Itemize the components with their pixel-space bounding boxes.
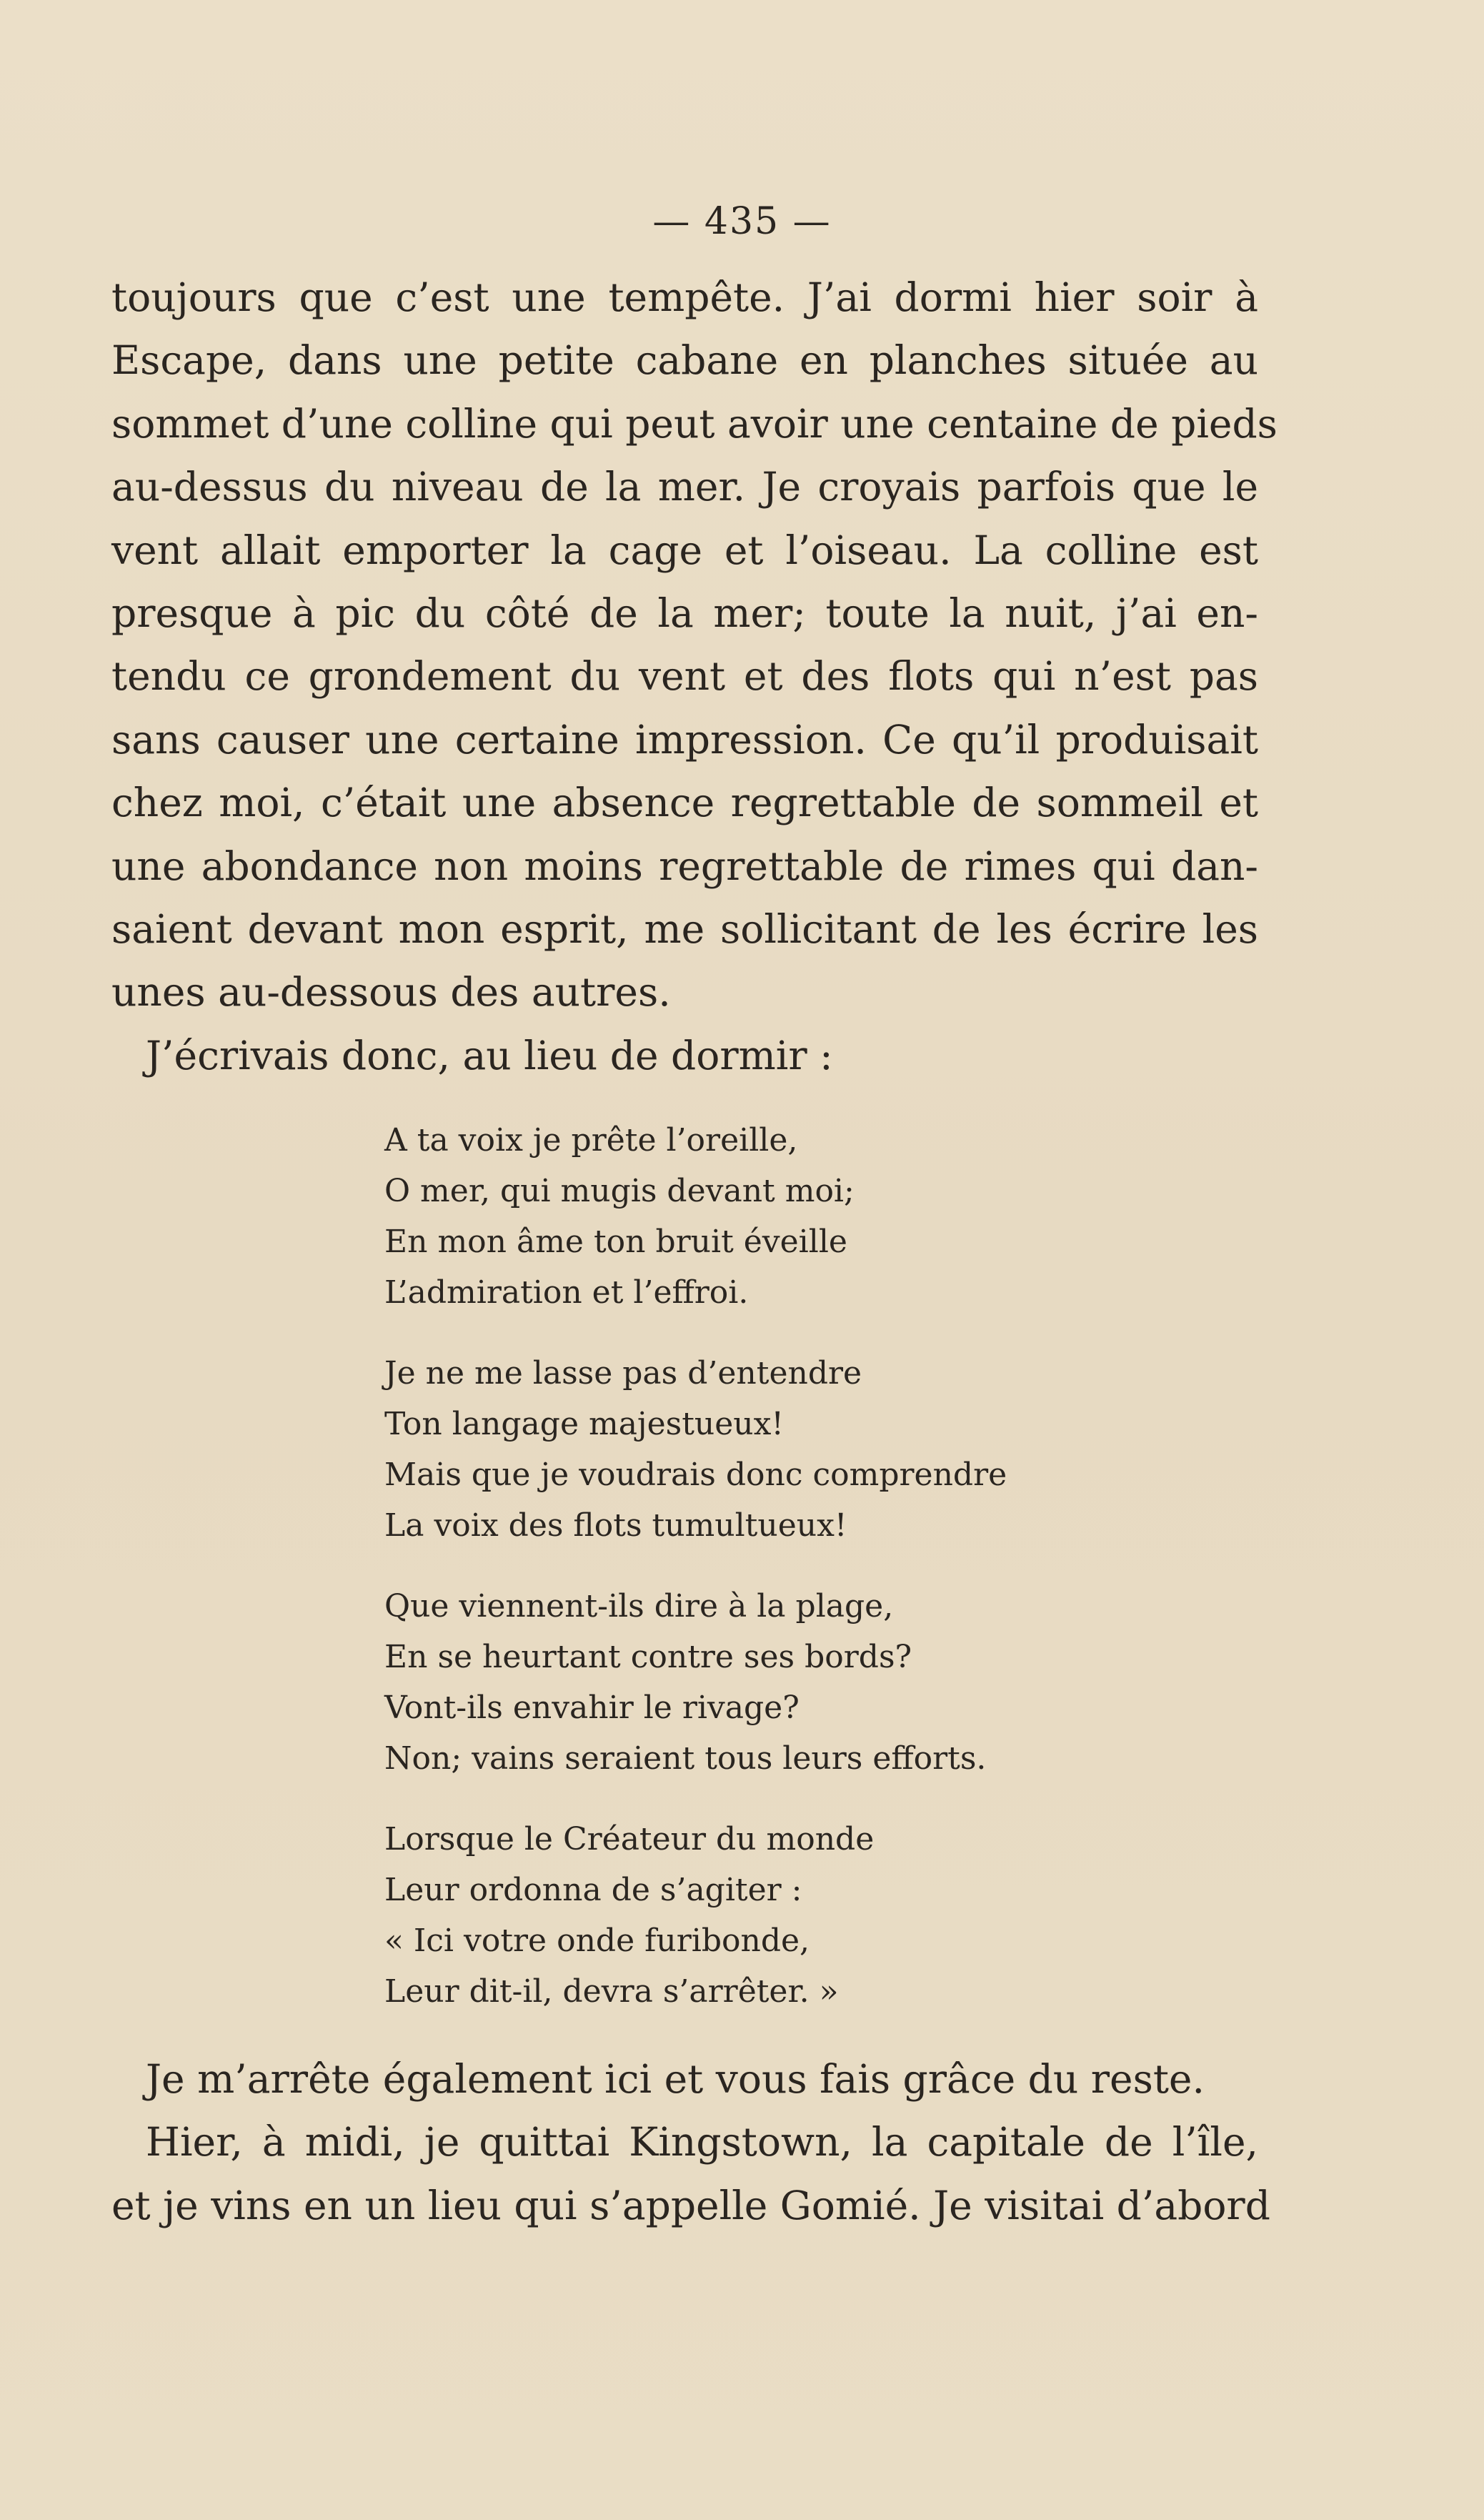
- poem-stanza: [384, 1814, 1007, 2017]
- verse-line: O mer, qui mugis devant moi;: [384, 1173, 855, 1209]
- prose-bottom: [111, 2048, 1270, 2237]
- verse-line: Je ne me lasse pas d’entendre: [384, 1355, 862, 1392]
- text-line: sommet d’une colline qui peut avoir une centaine de pieds: [111, 400, 1278, 447]
- verse-line: « Ici votre onde furibonde,: [384, 1923, 810, 1959]
- text-line: J’écrivais donc, au lieu de dormir :: [146, 1032, 833, 1078]
- verse-line: Ton langage majestueux!: [384, 1406, 785, 1442]
- page-number: — 435 —: [652, 200, 832, 243]
- text-line: chez moi, c’était une absence regrettable de sommeil et: [111, 780, 1258, 826]
- text-line: sans causer une certaine impression. Ce qu’il produisait: [111, 716, 1258, 763]
- text-line: Je m’arrête également ici et vous fais grâce du reste.: [146, 2056, 1205, 2102]
- text-line: unes au-dessous des autres.: [111, 969, 671, 1016]
- verse-line: La voix des flots tumultueux!: [384, 1507, 847, 1544]
- text-line: tendu ce grondement du vent et des flots qui n’est pas: [111, 653, 1258, 700]
- text-line: Escape, dans une petite cabane en planches située au: [111, 337, 1258, 384]
- text-line: et je vins en un lieu qui s’appelle Gomié. Je visitai d’abord: [111, 2182, 1270, 2228]
- verse-line: L’admiration et l’effroi.: [384, 1274, 749, 1311]
- verse-line: Leur dit-il, devra s’arrêter. »: [384, 1973, 839, 2010]
- text-line: vent allait emporter la cage et l’oiseau. La colline est: [111, 527, 1258, 573]
- text-line: Hier, à midi, je quittai Kingstown, la capitale de l’île,: [146, 2119, 1258, 2166]
- verse-line: Lorsque le Créateur du monde: [384, 1821, 875, 1857]
- verse-line: Leur ordonna de s’agiter :: [384, 1872, 802, 1908]
- verse-line: En mon âme ton bruit éveille: [384, 1224, 847, 1260]
- poem-stanza: [384, 1115, 1007, 1318]
- text-line: au-dessus du niveau de la mer. Je croyais parfois que le: [111, 464, 1258, 510]
- prose-top: [111, 266, 1278, 1087]
- text-line: saient devant mon esprit, me sollicitant de les écrire les: [111, 906, 1258, 953]
- verse-line: Mais que je voudrais donc comprendre: [384, 1457, 1007, 1493]
- verse-line: Que viennent-ils dire à la plage,: [384, 1588, 894, 1624]
- verse-line: A ta voix je prête l’oreille,: [384, 1122, 798, 1159]
- poem-stanza: [384, 1581, 1007, 1784]
- verse-line: Vont-ils envahir le rivage?: [384, 1690, 800, 1726]
- verse-line: En se heurtant contre ses bords?: [384, 1639, 912, 1675]
- verse-line: Non; vains seraient tous leurs efforts.: [384, 1740, 987, 1777]
- text-line: toujours que c’est une tempête. J’ai dormi hier soir à: [111, 274, 1258, 320]
- text-line: presque à pic du côté de la mer; toute la nuit, j’ai en-: [111, 590, 1258, 637]
- poem-stanza: [384, 1348, 1007, 1551]
- text-line: une abondance non moins regrettable de rimes qui dan-: [111, 843, 1258, 889]
- poem: [384, 1115, 1007, 2047]
